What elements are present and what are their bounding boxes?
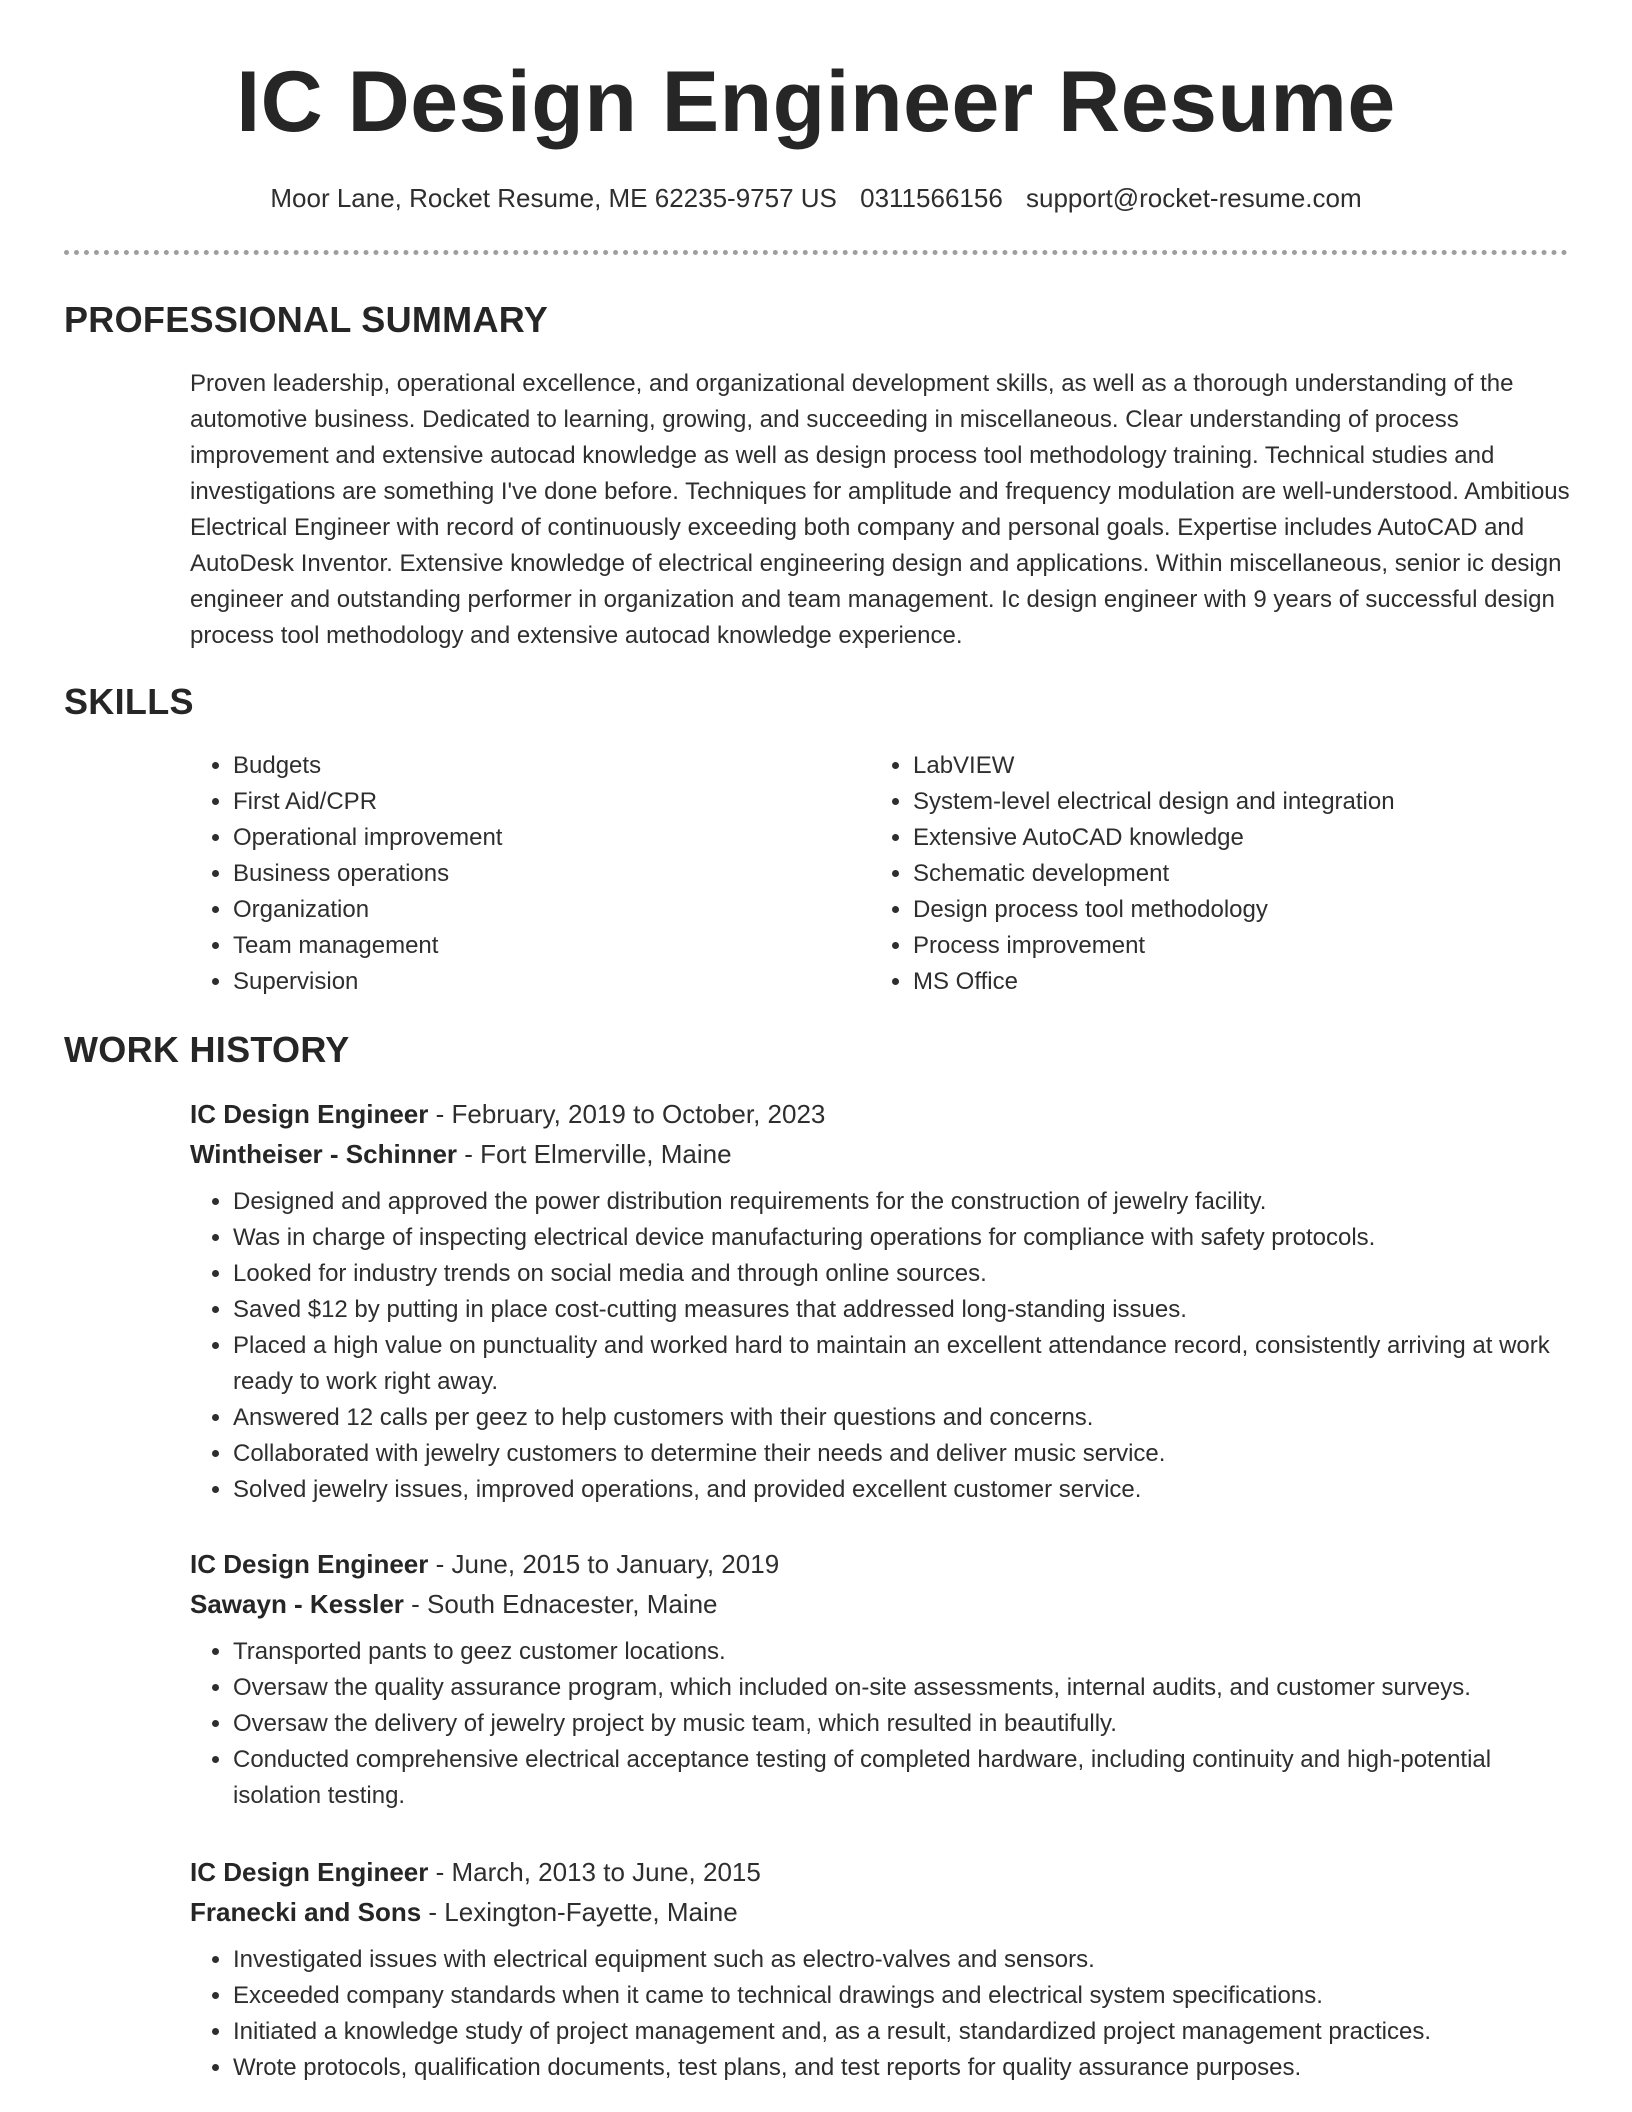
list-item: • Wrote protocols, qualification documents, test plans, and test reports for quality assurance purposes. [233,2050,1570,2086]
job-role: IC Design Engineer [190,1857,429,1887]
list-item: • Collaborated with jewelry customers to determine their needs and deliver music service. [233,1436,1570,1472]
list-item: • Oversaw the delivery of jewelry project by music team, which resulted in beautifully. [233,1706,1570,1742]
job-company: Sawayn - Kessler [190,1589,404,1619]
job-location: - South Ednacester, Maine [403,1589,718,1619]
page-title: IC Design Engineer Resume [236,54,1396,150]
contact-email: support@rocket-resume.com [1026,183,1362,213]
section-title-work: WORK HISTORY [64,1029,350,1070]
contact-phone: 0311566156 [860,183,1003,213]
job-title-line [190,1544,1570,1584]
job-dates: - February, 2019 to October, 2023 [428,1099,826,1129]
list-item: • Budgets [233,748,833,784]
list-item: • Organization [233,892,833,928]
job-company-line [190,1584,1570,1624]
job-entry [190,1544,1570,1814]
list-item: • Business operations [233,856,833,892]
list-item: • Conducted comprehensive electrical acceptance testing of completed hardware, including continuity and high-potential isolation testing. [233,1742,1570,1814]
job-duties [190,1634,1570,1814]
job-title-line [190,1094,1570,1134]
job-role: IC Design Engineer [190,1099,429,1129]
contact-line [0,180,1632,216]
section-title-skills: SKILLS [64,681,194,722]
job-duties [190,1184,1570,1508]
job-location: - Fort Elmerville, Maine [457,1139,732,1169]
list-item: • Placed a high value on punctuality and worked hard to maintain an excellent attendance record, consistently arriving at work ready to work right away. [233,1328,1570,1400]
list-item: • Supervision [233,964,833,1000]
list-item: • Exceeded company standards when it came to technical drawings and electrical system specifications. [233,1978,1570,2014]
list-item: • Designed and approved the power distribution requirements for the construction of jewelry facility. [233,1184,1570,1220]
list-item: • MS Office [913,964,1573,1000]
list-item: • Was in charge of inspecting electrical device manufacturing operations for compliance with safety protocols. [233,1220,1570,1256]
list-item: • Looked for industry trends on social media and through online sources. [233,1256,1570,1292]
list-item: • Oversaw the quality assurance program, which included on-site assessments, internal audits, and customer surveys. [233,1670,1570,1706]
job-company: Wintheiser - Schinner [190,1139,458,1169]
skills-list-right [870,748,1573,1000]
job-location: - Lexington-Fayette, Maine [421,1897,738,1927]
list-item: • Process improvement [913,928,1573,964]
list-item: • Extensive AutoCAD knowledge [913,820,1573,856]
list-item: • Investigated issues with electrical equipment such as electro-valves and sensors. [233,1942,1570,1978]
job-duties [190,1942,1570,2086]
job-dates: - June, 2015 to January, 2019 [428,1549,780,1579]
job-dates: - March, 2013 to June, 2015 [428,1857,761,1887]
list-item: • System-level electrical design and integration [913,784,1573,820]
contact-address: Moor Lane, Rocket Resume, ME 62235-9757 US [270,183,837,213]
list-item: • First Aid/CPR [233,784,833,820]
list-item: • Team management [233,928,833,964]
list-item: • Operational improvement [233,820,833,856]
list-item: • Schematic development [913,856,1573,892]
job-company: Franecki and Sons [190,1897,422,1927]
job-entry [190,1094,1570,1508]
job-title-line [190,1852,1570,1892]
list-item: • Answered 12 calls per geez to help customers with their questions and concerns. [233,1400,1570,1436]
skills-list-left [190,748,833,1000]
job-entry [190,1852,1570,2086]
header-divider [64,250,1568,255]
list-item: • Saved $12 by putting in place cost-cutting measures that addressed long-standing issues. [233,1292,1570,1328]
list-item: • Design process tool methodology [913,892,1573,928]
list-item: • LabVIEW [913,748,1573,784]
job-company-line [190,1892,1570,1932]
list-item: • Transported pants to geez customer locations. [233,1634,1570,1670]
job-role: IC Design Engineer [190,1549,429,1579]
summary-text: Proven leadership, operational excellence, and organizational development skills, as well as a thorough understanding of the automotive business. Dedicated to learning, growing, and succeeding in miscellaneous. Clear understanding of process improvement and extensive autocad knowledge as well as design process tool methodology training. Technical studies and investigations are something I've done before. Techniques for amplitude and frequency modulation are well-understood. Ambitious Electrical Engineer with record of continuously exceeding both company and personal goals. Expertise includes AutoCAD and AutoDesk Inventor. Extensive knowledge of electrical engineering design and applications. Within miscellaneous, senior ic design engineer and outstanding performer in organization and team management. Ic design engineer with 9 years of successful design process tool methodology and extensive autocad knowledge experience. [190,370,1570,649]
job-company-line [190,1134,1570,1174]
list-item: • Initiated a knowledge study of project management and, as a result, standardized project management practices. [233,2014,1570,2050]
section-title-summary: PROFESSIONAL SUMMARY [64,299,549,340]
list-item: • Solved jewelry issues, improved operations, and provided excellent customer service. [233,1472,1570,1508]
